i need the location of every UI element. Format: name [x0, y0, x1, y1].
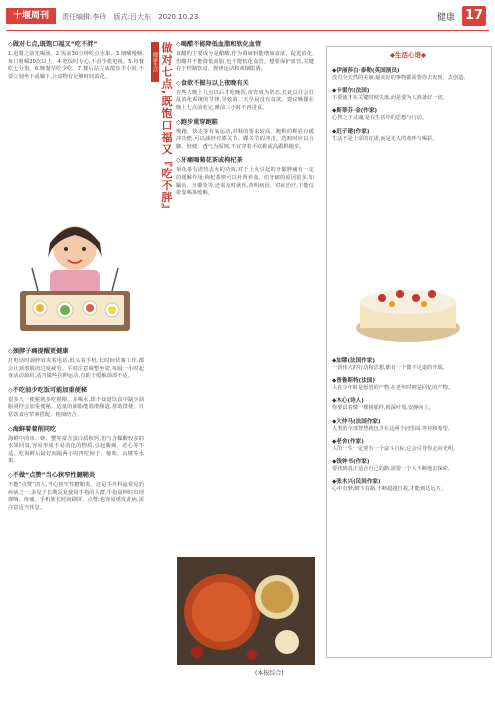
quote-item	[332, 66, 484, 82]
girl-eating-illustration	[10, 213, 140, 338]
article-body: 1.进餐之前先喝汤。2.饭前30分钟吃点水果。3.细嚼慢咽,每口咀嚼20次以上。4.吃饭时专心,不看手机电视。5.每餐吃七分饱。6.晚餐早吃少吃。7.餐后站立或散步半小时,不要立刻坐下或躺下,让食物有足够时间消化。	[8, 51, 144, 80]
article-body: 有些人晚上九点以后才吃晚饭,夜宵成为常态,长此以往会打乱消化系统的节律,导致第二天早晨没有食欲。建议晚餐在晚上七点前吃完,睡前三小时不再进食。	[176, 89, 314, 111]
article	[8, 348, 144, 381]
article	[8, 387, 144, 420]
quote-text: 生活不是上帝的许诺,而是无人的欢呼与喝彩。	[332, 135, 438, 142]
section-name: 健康	[437, 13, 456, 23]
article-heading: ◇做对七点,既饱口福又“吃不胖”	[8, 41, 98, 48]
article	[176, 119, 314, 152]
article-heading: ◇喝醋不能降低血脂和软化血管	[176, 41, 262, 48]
quote-author: ◆加缪(法国作家)	[332, 358, 375, 364]
quote-item	[332, 86, 484, 102]
article-body: 海鲜中的鱼、虾、蟹等富含蛋白质和钙,但与含鞣酸较多的水果同食,容易形成不易消化的物质,引起腹痛、恶心等不适。吃海鲜后最好间隔两小时再吃柿子、葡萄、山楂等水果。	[8, 435, 144, 465]
page-meta	[62, 12, 203, 22]
quote-item	[332, 396, 484, 412]
quote-item	[332, 356, 484, 372]
quote-item	[332, 127, 484, 143]
article	[176, 80, 314, 113]
quote-author: ◆木心(诗人)	[332, 398, 364, 405]
quote-item	[332, 417, 484, 433]
quotes-upper	[332, 62, 484, 143]
quote-author: ◆斯蒂芬·金(作家)	[332, 108, 378, 115]
article-body: 菊花茶有清热去火的功效,对于上火引起的牙龈肿痛有一定的缓解作用;枸杞茶则可以补肾养血。但牙痛的原因很多,如龋齿、牙髓炎等,还需及时就医,查明病因、对症治疗,不能仅依靠喝茶缓解。	[176, 167, 314, 197]
feature-kicker: 健康生活	[151, 42, 159, 82]
quote-author: ◆钱钟书(作家)	[332, 459, 370, 466]
designer-credit: 版式:吕大东	[113, 13, 151, 21]
article-body: 打电话时颈脖肩夹着电话,低头看手机,长时间伏案工作,都会让颈部肌肉过度疲劳。平时注意调整坐姿,每隔一小时起身活动颈肩,适当做些拉伸运动,有助于缓解颈部不适。	[8, 358, 144, 380]
article	[8, 426, 144, 466]
feature-headline: 做对七点,既饱口福又『吃不胖』	[160, 42, 173, 216]
source-credit: (本报综合)	[255, 670, 284, 677]
quote-author: ◆迟子建(作家)	[332, 128, 370, 135]
quote-text: 人类的全部智慧就包含在这两个词里面:等待和希望。	[332, 425, 454, 432]
article	[176, 157, 314, 197]
quote-text: 人在少年时是愿望的产物,在老年时则是回忆的产物。	[332, 385, 453, 392]
quote-item	[332, 437, 484, 453]
quote-text: 心中有梦,脚下有路,不断超越自我,才能到达远方。	[332, 486, 446, 493]
quote-text: 没有全天然的美丽,最美好的事物都需要你去发现、去创造。	[332, 75, 469, 81]
article-body: 很多人一便秘就多吃粗粮、多喝水,却不知道饮食中缺少油脂同样会加重便秘。适量的油脂能润滑肠道,帮助排便。日常饮食应荤素搭配、粗细结合。	[8, 396, 144, 418]
article-heading: ◇牙痛喝菊花茶或枸杞茶	[176, 157, 243, 165]
column-left-lower	[8, 345, 144, 512]
quote-text: 心智之于灵魂,是在生活中的思想与行动。	[332, 115, 428, 122]
article	[176, 41, 314, 74]
quote-author: ◆伊丽莎白·泰勒(英国演员)	[332, 68, 400, 74]
quote-author: ◆老舍(作家)	[332, 438, 364, 445]
box-title: ◆生活心语◆	[390, 51, 426, 59]
article-heading: ◇食欲不振与以上夜晚有关	[176, 79, 249, 87]
article-body: 慢跑、快走等有氧运动,对鞋的要求较高。跑鞋的鞋底有缓冲功能,可以减轻对膝关节、踝关节的冲击。选购时应以合脚、轻便、透气为原则,不宜穿着平底鞋或高跟鞋跑步。	[176, 128, 314, 150]
cake-photo	[352, 276, 464, 344]
article-heading: ◇海鲜着着削同吃	[8, 425, 57, 433]
quote-author: ◆大仲马(法国作家)	[332, 418, 381, 425]
quote-item	[332, 457, 484, 473]
article-heading: ◇不做“点赞”当心狭窄性腱鞘炎	[8, 471, 96, 479]
quote-text: 你要试着像一棵树那样,根深叶茂,安静向上。	[332, 405, 434, 412]
quote-text: 要找到真正适合自己的路,需要一个人不断地去探索。	[332, 466, 453, 473]
header-rule	[6, 30, 489, 31]
quote-text: 不要使才在关键时刻失落,而是要为人准备好一切。	[332, 95, 448, 102]
article-body: 不能“点赞”的人,当心狭窄性腱鞘炎。这是手外科最常见的疾病之一,多见于长期反复使用手指的人群,手指屈伸时出现弹响、疼痛。手机族长时间刷屏、点赞,也容易诱发此病,需注意适当休息。	[8, 481, 144, 511]
quote-item	[332, 376, 484, 392]
column-middle	[176, 38, 314, 198]
quotes-lower	[332, 352, 484, 493]
brand-logo: 十堰周刊	[6, 8, 56, 24]
article	[8, 472, 144, 512]
article-body: 食醋的主要成分是醋酸,作为调味料能增加食欲、促进消化,但醋并不能降低血脂,也不能软化血管。想要保护血管,关键在于控制饮食、规律运动和戒烟限酒。	[176, 51, 314, 73]
herbal-tea-photo	[177, 557, 315, 665]
quote-item	[332, 106, 484, 122]
article-heading: ◇不吃油少吃饭可能加重便秘	[8, 386, 88, 394]
editor-credit: 责任编辑:李玲	[62, 13, 107, 21]
quote-text: 人的一生一定要有一个奋斗目标,它会引导你走向光明。	[332, 445, 459, 452]
article-heading: ◇跑步重穿跑鞋	[176, 118, 218, 126]
page-header	[0, 0, 495, 32]
issue-date: 2020.10.23	[158, 13, 199, 21]
article	[8, 41, 144, 81]
article-heading: ◇颈脖子痛提醒更健康	[8, 348, 69, 355]
quote-author: ◆卡雷尔(法国)	[332, 88, 370, 95]
column-left	[8, 38, 144, 81]
page-number: 17	[462, 6, 486, 26]
quote-author: ◆张木兴(民间作家)	[332, 479, 381, 486]
quote-text: 一切伟大的行动和思想,都有一个微不足道的开端。	[332, 365, 448, 371]
feature-title	[151, 42, 171, 280]
quote-author: ◆普鲁斯特(法国)	[332, 378, 375, 385]
quote-item	[332, 477, 484, 493]
